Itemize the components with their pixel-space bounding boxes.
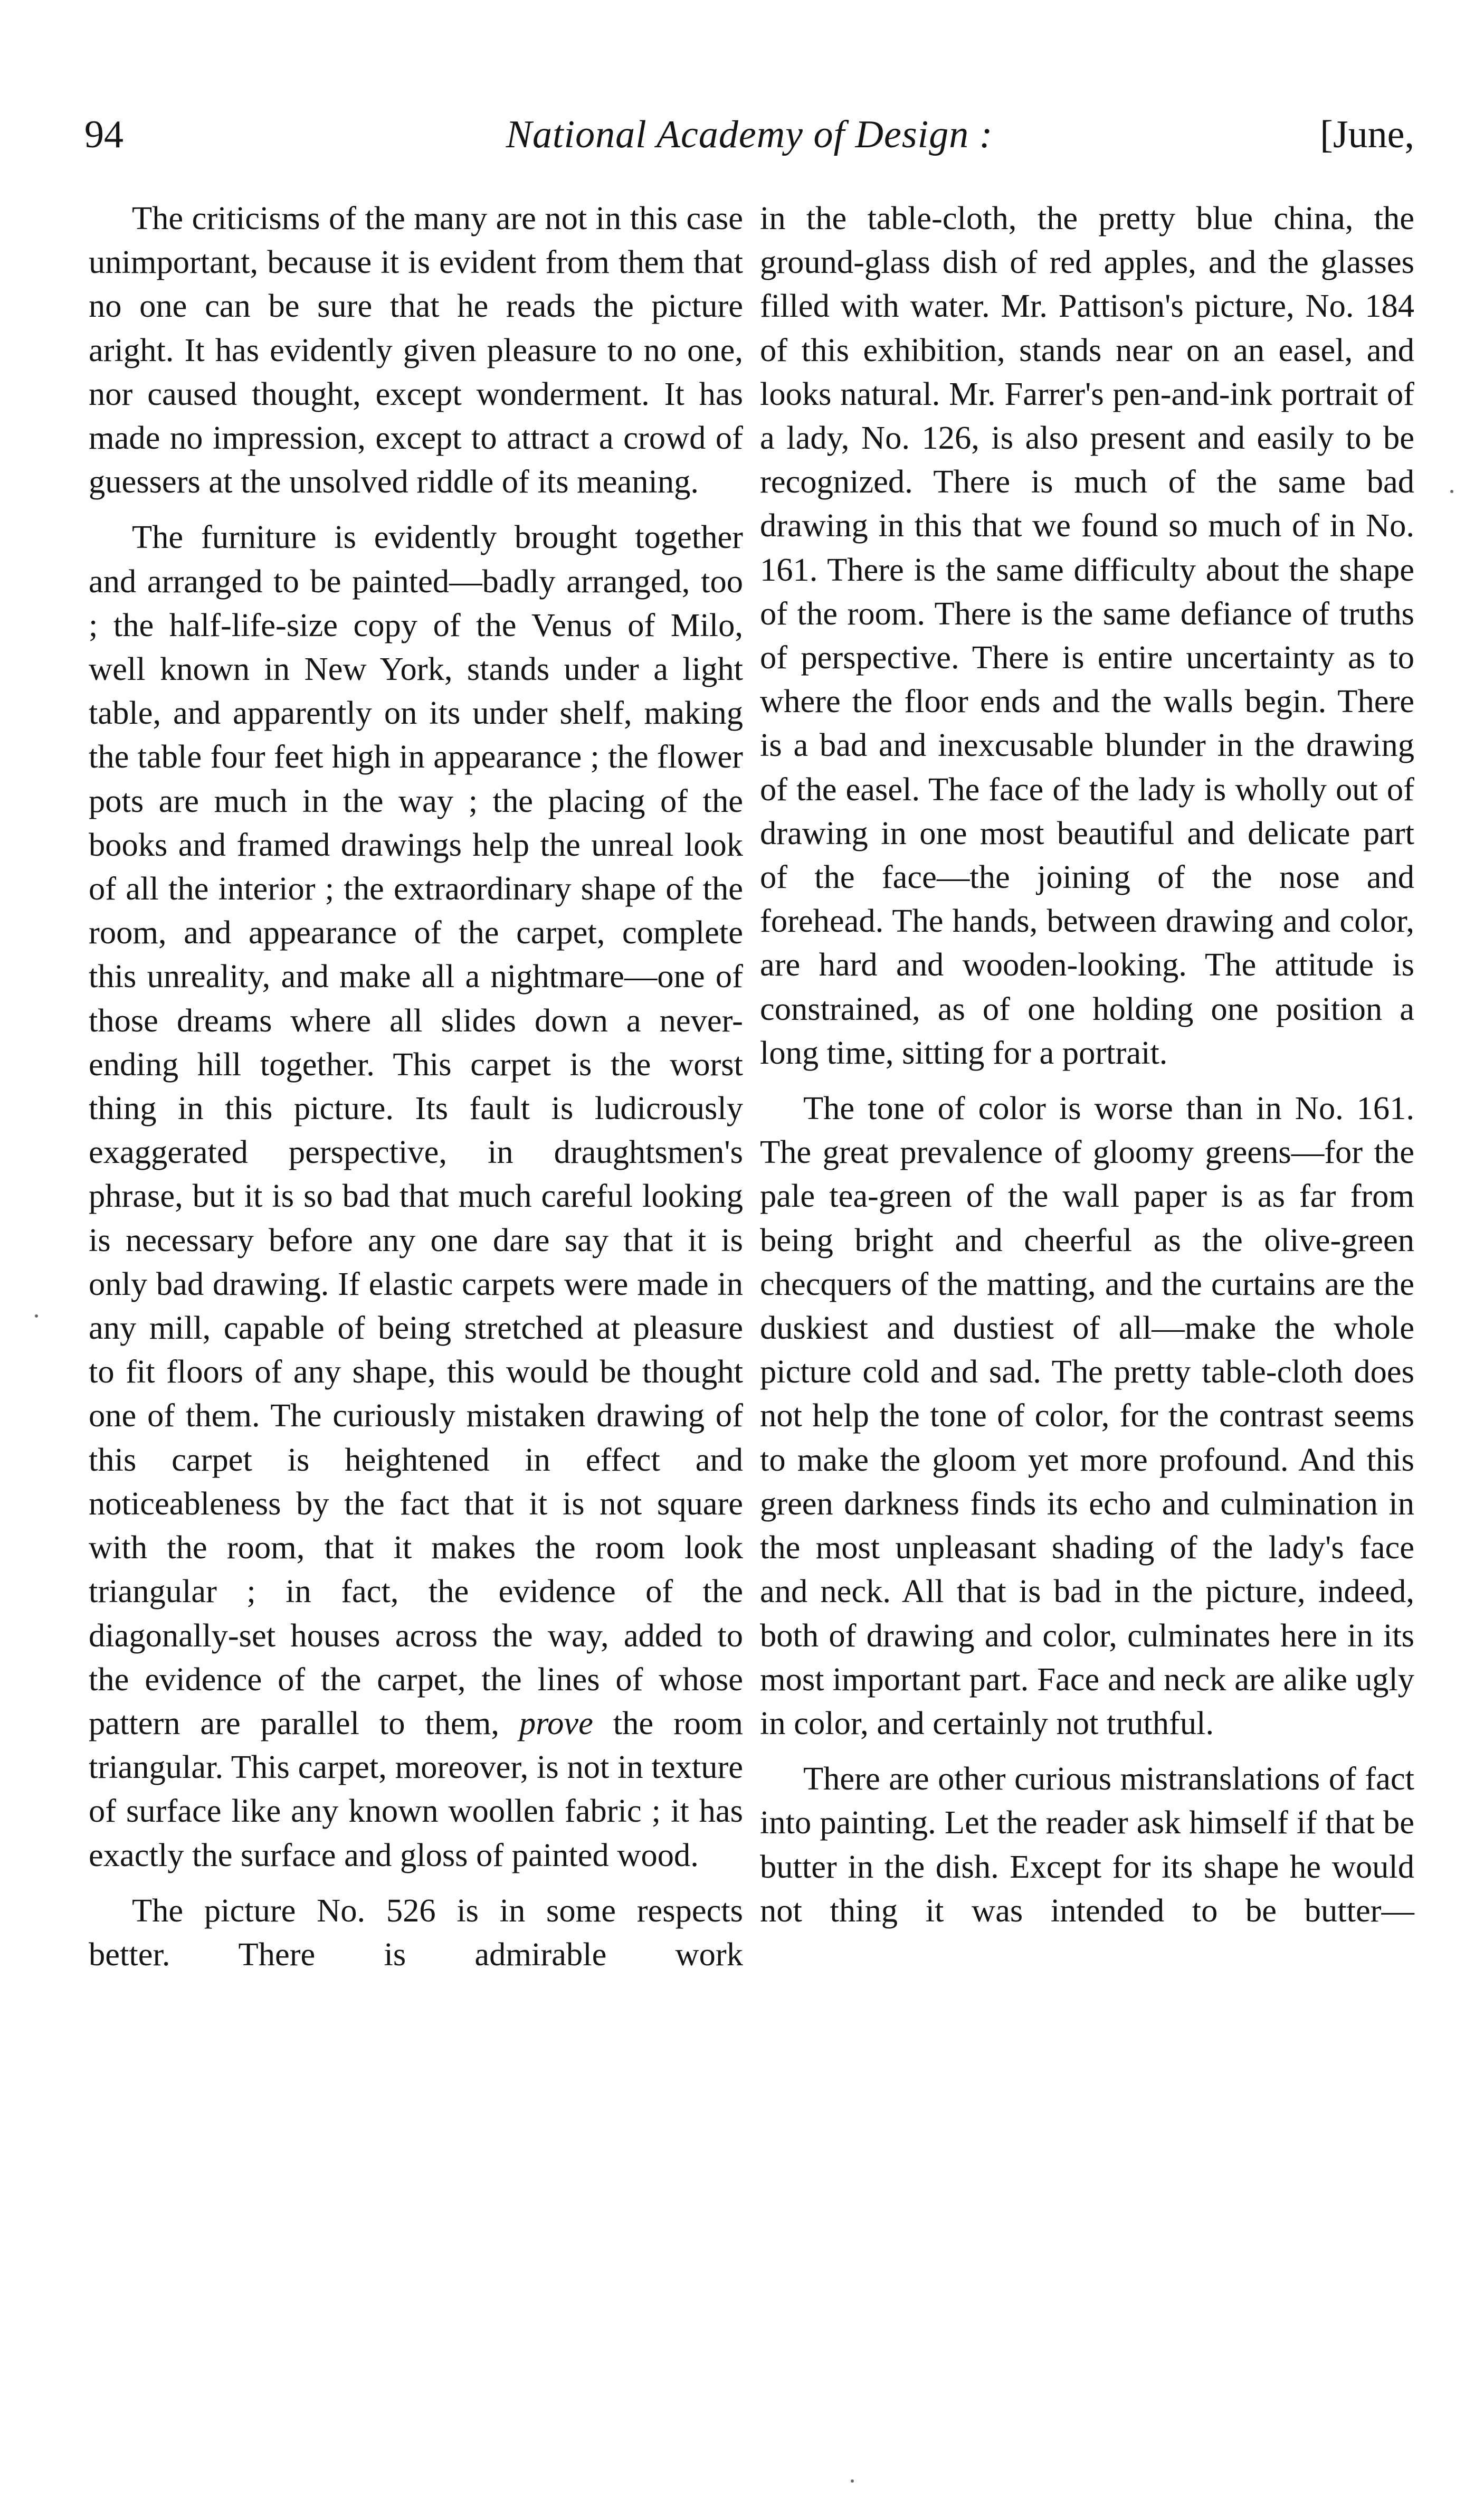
- paragraph-table-cloth: in the table-cloth, the pretty blue china, the ground-glass dish of red apples, and the glasses filled with water. Mr. Pattison's picture, No. 184 of this exhibition, stands near on an easel, and looks natural. Mr. Farrer's pen-and-ink portrait of a lady, No. 126, is also present and easily to be recognized. There is much of the same bad drawing in this that we found so much of in No. 161. There is the same difficulty about the shape of the room. There is the same defiance of truths of perspective. There is entire uncertainty as to where the floor ends and the walls begin. There is a bad and inexcusable blunder in the drawing of the easel. The face of the lady is wholly out of drawing in one most beautiful and delicate part of the face—the joining of the nose and forehead. The hands, between drawing and color, are hard and wooden-looking. The attitude is constrained, as of one holding one position a long time, sitting for a portrait.: [760, 200, 1414, 1071]
- page-header: [84, 108, 1414, 161]
- paragraph-tone-of-color: The tone of color is worse than in No. 161. The great prevalence of gloomy greens—for the pale tea-green of the wall paper is as far from being bright and cheerful as the olive-green checquers of the matting, and the curtains are the duskiest and dustiest of all—make the whole picture cold and sad. The pretty table-cloth does not help the tone of color, for the contrast seems to make the gloom yet more profound. And this green darkness finds its echo and culmination in the most unpleasant shading of the lady's face and neck. All that is bad in the picture, indeed, both of drawing and color, culminates here in its most important part. Face and neck are alike ugly in color, and certainly not truthful.: [760, 1090, 1414, 1741]
- paragraph-furniture-tail: the room triangular. This carpet, moreover, is not in texture of surface like any known woollen fabric ; it has exactly the surface and gloss of painted wood.: [89, 1704, 743, 1873]
- running-title: National Academy of Design :: [506, 113, 993, 156]
- margin-speck: [1450, 490, 1453, 493]
- paragraph-mistranslations: There are other curious mistranslations of fact into painting. Let the reader ask himself if that be butter in the dish. Except for its shape he would not thing it was intended to be butter—: [760, 1760, 1414, 1929]
- emphasis-prove: prove: [519, 1704, 593, 1741]
- right-column: [760, 196, 1414, 1933]
- margin-speck: [851, 2479, 854, 2483]
- paragraph-picture-526: The picture No. 526 is in some respects better. There is admirable work: [89, 1891, 743, 1973]
- paragraph-criticisms: The criticisms of the many are not in this case unimportant, because it is evident from them that no one can be sure that he reads the picture aright. It has evidently given pleasure to no one, nor caused thought, except wonderment. It has made no impression, except to attract a crowd of guessers at the unsolved riddle of its meaning.: [89, 200, 743, 500]
- page-number: 94: [84, 113, 123, 156]
- left-column: [89, 196, 743, 1976]
- paragraph-furniture: [89, 515, 743, 1877]
- margin-speck: [35, 1314, 38, 1318]
- paragraph-furniture-text: The furniture is evidently brought together and arranged to be painted—badly arranged, too ; the half-life-size copy of the Venus of Milo, well known in New York, stands under a light table, and apparently on its under shelf, making the table four feet high in appearance ; the flower pots are much in the way ; the placing of the books and framed drawings help the unreal look of all the interior ; the extraordinary shape of the room, and appearance of the carpet, complete this unreality, and make all a nightmare—one of those dreams where all slides down a never-ending hill together. This carpet is the worst thing in this picture. Its fault is ludicrously exaggerated perspective, in draughtsmen's phrase, but it is so bad that much careful looking is necessary before any one dare say that it is only bad drawing. If elastic carpets were made in any mill, capable of being stretched at pleasure to fit floors of any shape, this would be thought one of them. The curiously mistaken drawing of this carpet is heightened in effect and noticeableness by the fact that it is not square with the room, that it makes the room look triangular ; in fact, the evidence of the diagonally-set houses across the way, added to the evidence of the carpet, the lines of whose pattern are parallel to them,: [89, 518, 743, 1741]
- header-date: [June,: [1320, 113, 1414, 156]
